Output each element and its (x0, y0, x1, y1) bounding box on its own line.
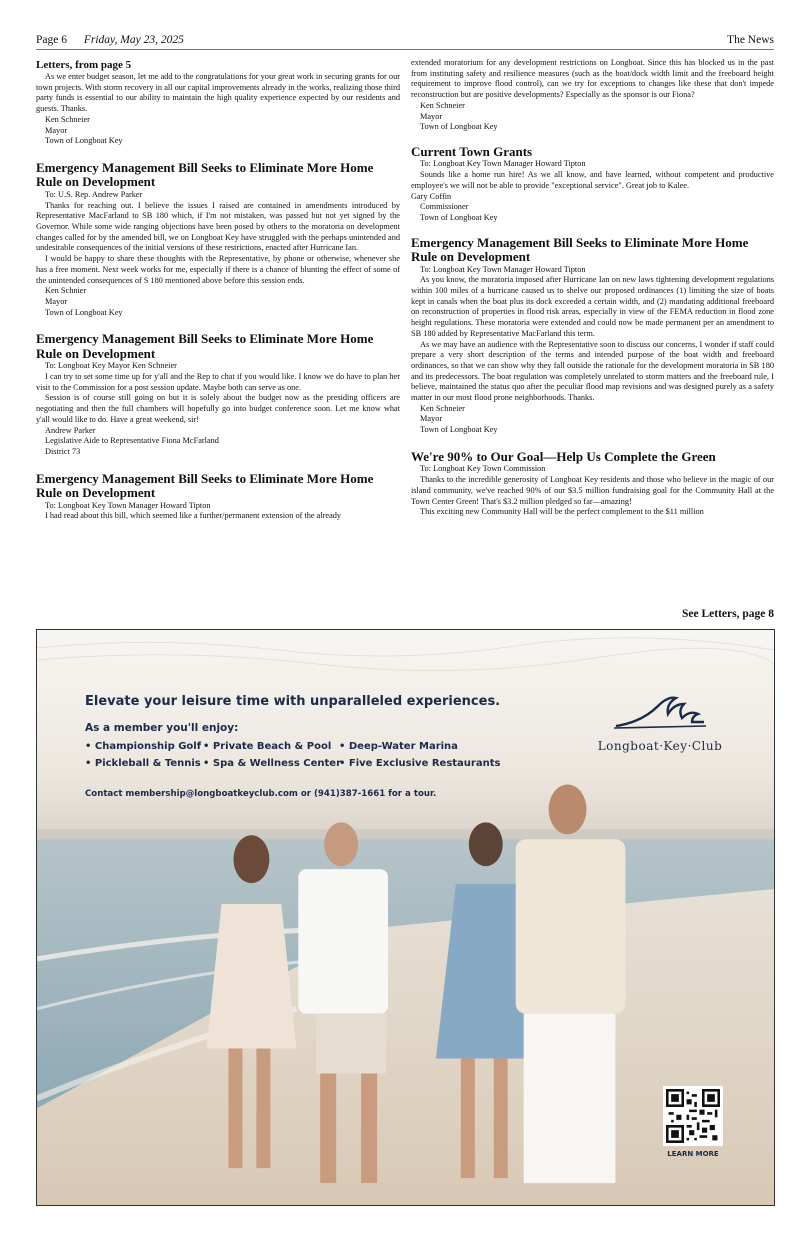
amenity-item: • Five Exclusive Restaurants (339, 758, 501, 769)
letter-paragraph: Thanks for reaching out. I believe the issues I raised are contained in amendments introduced by Representative MacFarland to SB 180 which, if I'm not mistaken, was passed but not yet signed by the Governor. While some wide ranging objections have been posed by others to the moratoria on development changes called for by the amended bill, we on Longboat Key have struggled with the perhaps unintended and undesirable consequences of the initial versions of these restrictions, enacted after Hurricane Ian. (36, 200, 400, 253)
letter-signature: Ken Schnier Mayor Town of Longboat Key (45, 286, 123, 317)
page-number: Page 6 (36, 34, 67, 46)
right-column (411, 58, 774, 518)
letter-paragraph: Thanks to the incredible generosity of Longboat Key residents and those who believe in the magic of our island community, we've reached 90% of our $3.5 million fundraising goal for the Community Hall at the Town Center Green! That's $3.2 million pledged so far—amazing! (411, 475, 774, 506)
letter-paragraph: I had read about this bill, which seemed like a further/permanent extension of the already (45, 511, 342, 521)
letter-title: We're 90% to Our Goal—Help Us Complete the Green (411, 448, 716, 464)
amenity-item: • Private Beach & Pool (203, 741, 332, 752)
letter-signature: Ken Schneier Mayor Town of Longboat Key (420, 403, 498, 435)
amenities-list (85, 741, 501, 775)
letter-recipient: To: Longboat Key Town Manager Howard Tipton (45, 500, 211, 510)
letter-recipient: To: Longboat Key Mayor Ken Schneier (45, 361, 177, 371)
section-name: The News (727, 34, 774, 46)
letter-paragraph: As you know, the moratoria imposed after Hurricane Ian on new laws tightening development regulations within 100 miles of a hurricane caused us to shelve our proposed ordinances (1) limiting the size of boats kept in canals when the boat plus its dock exceeded a certain width, and (2) mandating additional freeboard on reconstruction of properties in flood risk areas, especially in view of the FEMA reduction in flood zone height regulations. These moratoria were extended and could now be made permanent per an amendment to SB 180 added by Representative MacFarland this term. (411, 275, 774, 338)
letter-recipient: To: Longboat Key Town Commission (420, 464, 546, 474)
letter-title: Emergency Management Bill Seeks to Eliminate More Home Rule on Development (36, 159, 374, 190)
letter-signature: Gary Coffin Commissioner Town of Longboat Key (411, 191, 498, 222)
intro-paragraph: As we enter budget season, let me add to the congratulations for your great work in securing grants for our town projects. With storm recovery in all our capital improvements already in the works, realizing those third party funds is essential to our ability to maintain the high quality experience expected by our residents and guests. Thanks. (36, 72, 400, 114)
page-header (36, 32, 774, 50)
intro-signature: Ken Schneier Mayor Town of Longboat Key (45, 114, 123, 146)
issue-date: Friday, May 23, 2025 (83, 34, 184, 46)
ad-copy (85, 694, 500, 799)
letter-recipient: To: U.S. Rep. Andrew Parker (45, 189, 143, 199)
letter-recipient: To: Longboat Key Town Manager Howard Tipton (420, 264, 586, 274)
letter-recipient: To: Longboat Key Town Manager Howard Tipton (420, 159, 586, 169)
continued-heading: Letters, from page 5 (36, 59, 132, 71)
ad-contact[interactable]: Contact membership@longboatkeyclub.com or (941)387-1661 for a tour. (85, 789, 437, 799)
club-logo-text: Longboat·Key·Club (597, 739, 723, 753)
ad-enjoy-heading: As a member you'll enjoy: (85, 722, 239, 734)
amenity-item: • Deep-Water Marina (339, 741, 458, 752)
ad-tagline: Elevate your leisure time with unparalleled experiences. (85, 694, 501, 709)
left-column (36, 58, 400, 522)
letter-title: Emergency Management Bill Seeks to Eliminate More Home Rule on Development (411, 234, 749, 265)
letter-title: Emergency Management Bill Seeks to Eliminate More Home Rule on Development (36, 470, 374, 501)
club-logo (585, 692, 735, 753)
amenity-item: • Spa & Wellness Center (203, 758, 341, 769)
letter-paragraph: This exciting new Community Hall will be the perfect complement to the $11 million (420, 507, 704, 517)
amenity-item: • Pickleball & Tennis (85, 758, 201, 769)
qr-code-icon[interactable] (663, 1086, 723, 1146)
letter-signature: Ken Schneier Mayor Town of Longboat Key (420, 100, 498, 132)
letter-paragraph: I can try to set some time up for y'all and the Rep to chat if you would like. I know we do have to plan her visit to the Commission for a post session update. Maybe both can serve as one. (36, 372, 400, 392)
letter-title: Emergency Management Bill Seeks to Eliminate More Home Rule on Development (36, 331, 374, 361)
club-advertisement (36, 629, 775, 1206)
letter-paragraph: Sounds like a home run hire! As we all know, and have learned, without competent and productive employee's we will not be able to provide "exceptional service". Great job to Kalee. (411, 170, 774, 190)
continued-on-link: See Letters, page 8 (682, 608, 774, 620)
learn-more-label: LEARN MORE (667, 1150, 719, 1158)
letter-signature: Andrew Parker Legislative Aide to Representative Fiona McFarland District 73 (45, 425, 219, 456)
amenity-item: • Championship Golf (85, 741, 202, 752)
continued-paragraph: extended moratorium for any development restrictions on Longboat. Since this has blocked us in the past from instituting safety and resilience measures (such as the boat/dock width limit and the freeboard height requirement to improve flood control), can we try for exceptions to changes like these that don't impede reconstruction but are positive developments? Especially as the sponsor is our Fiona? (411, 58, 774, 100)
letter-paragraph: Session is of course still going on but it is solely about the budget now as the presiding officers are negotiating and then the full chambers will hopefully go into budget conference soon. Let me know what y'all would like to do. Have a great weekend, sir! (36, 393, 400, 424)
page-number-date (36, 34, 184, 46)
letter-paragraph: As we may have an audience with the Representative soon to discuss our concerns, I wonder if staff could prepare a very short description of the terms and intended purpose of the boat width and freeboard ordinances, so that we can show why they fall outside the rationale for the development moratoria in SB 180 and its predecessors. The boat regulation was completely unrelated to storm matters and the freeboard rule, I believe, maintained the status quo after the peculiar flood map revisions and was designed purely as a safety matter in our most flood prone neighborhoods. Thanks. (411, 339, 774, 403)
letter-paragraph: I would be happy to share these thoughts with the Representative, by phone or otherwise, whenever she has a free moment. Next week works for me, especially if there is a chance of blunting the effect of some of the unintended consequences of S 180 mentioned above before this session ends. (36, 254, 400, 285)
letter-title: Current Town Grants (411, 143, 533, 159)
wave-logo-icon (612, 692, 708, 732)
